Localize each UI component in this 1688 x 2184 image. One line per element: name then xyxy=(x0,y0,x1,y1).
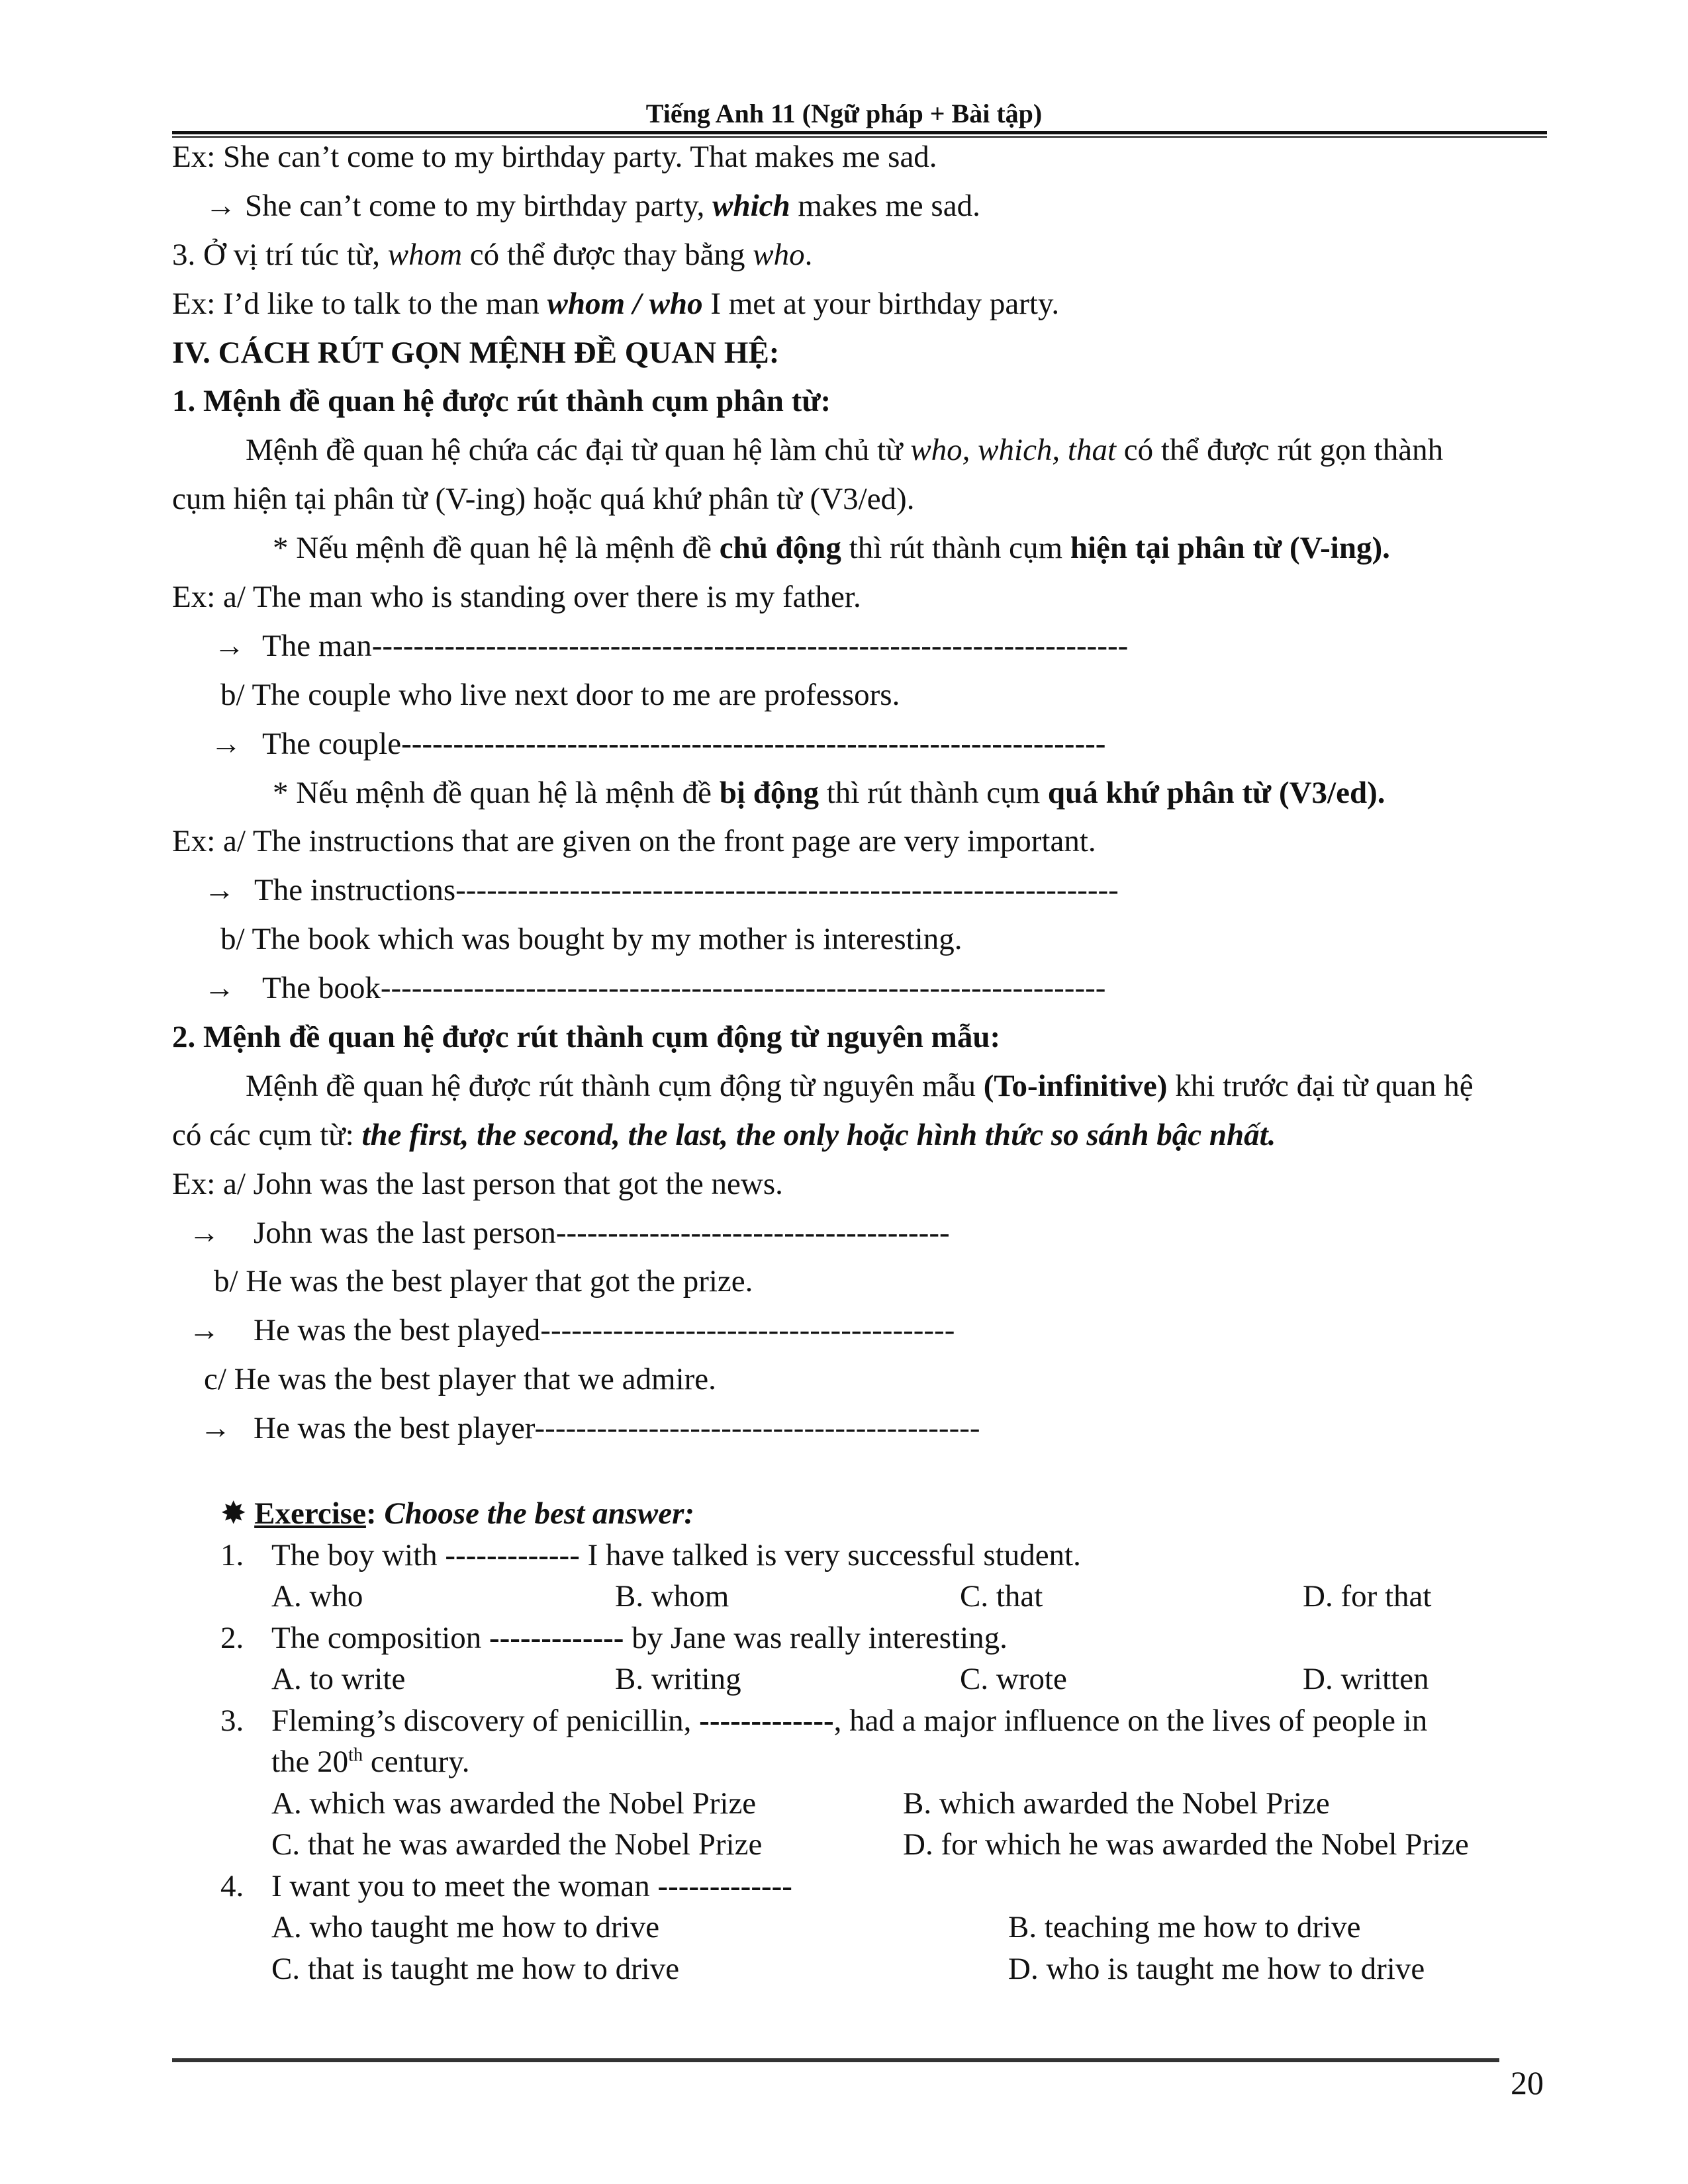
emphasis: which xyxy=(712,188,790,223)
text: có các cụm từ: xyxy=(172,1117,362,1152)
emphasis: hiện tại phân từ (V-ing). xyxy=(1070,531,1390,566)
running-header: Tiếng Anh 11 (Ngữ pháp + Bài tập) xyxy=(645,99,1043,128)
question-text: Fleming’s discovery of penicillin, xyxy=(271,1703,700,1738)
arrow-icon: → xyxy=(214,628,245,663)
question-text: I have talked is very successful student. xyxy=(579,1537,1081,1572)
emphasis: quá khứ phân từ (V3/ed). xyxy=(1047,775,1385,810)
text: cụm hiện tại phân từ (V-ing) hoặc quá khứ phân từ (V3/ed). xyxy=(172,482,915,517)
emphasis: whom / who xyxy=(547,286,703,321)
section-heading: IV. CÁCH RÚT GỌN MỆNH ĐỀ QUAN HỆ: xyxy=(172,335,780,370)
grammar-section xyxy=(172,133,1549,1453)
text-line xyxy=(172,720,1549,769)
text: She can’t come to my birthday party, xyxy=(245,188,713,223)
emphasis: chủ động xyxy=(719,531,841,566)
subsection-heading: 2. Mệnh đề quan hệ được rút thành cụm động từ nguyên mẫu: xyxy=(172,1020,1001,1055)
arrow-icon: → xyxy=(200,1411,231,1446)
question-text: by Jane was really interesting. xyxy=(624,1620,1008,1655)
option-d[interactable]: D. who is taught me how to drive xyxy=(1008,1951,1425,1986)
example-text: b/ The book which was bought by my mother is interesting. xyxy=(220,922,962,957)
question-number: 2. xyxy=(220,1620,244,1655)
colon: : xyxy=(365,1496,377,1531)
option-c[interactable]: C. that he was awarded the Nobel Prize xyxy=(271,1827,763,1862)
emphasis: (To-infinitive) xyxy=(983,1068,1168,1103)
text-line xyxy=(172,182,1549,231)
options-row xyxy=(172,1948,1549,1990)
option-d[interactable]: D. for which he was awarded the Nobel Prize xyxy=(903,1827,1469,1862)
question-text: The boy with xyxy=(271,1537,445,1572)
text-line xyxy=(172,1257,1549,1306)
text-line xyxy=(172,1160,1549,1209)
text-line xyxy=(172,133,1549,182)
text: khi trước đại từ quan hệ xyxy=(1167,1068,1474,1103)
text-line xyxy=(172,1111,1549,1160)
options-row xyxy=(172,1783,1549,1825)
question-1 xyxy=(172,1535,1549,1576)
text: * Nếu mệnh đề quan hệ là mệnh đề xyxy=(273,775,720,810)
blank: ------------- xyxy=(445,1537,580,1572)
answer-blank: The instructions---------------------------------------------------------------- xyxy=(254,873,1119,908)
option-b[interactable]: B. whom xyxy=(615,1579,729,1614)
option-b[interactable]: B. which awarded the Nobel Prize xyxy=(903,1786,1330,1821)
example-text: Ex: She can’t come to my birthday party. That makes me sad. xyxy=(172,140,937,174)
option-d[interactable]: D. for that xyxy=(1303,1579,1432,1614)
question-2 xyxy=(172,1617,1549,1659)
question-text: I want you to meet the woman xyxy=(271,1868,658,1903)
answer-blank: He was the best played---------------------------------------- xyxy=(254,1313,955,1348)
text-line xyxy=(172,377,1549,426)
star-icon: ✸ xyxy=(220,1496,247,1531)
text: * Nếu mệnh đề quan hệ là mệnh đề xyxy=(273,531,720,566)
text: thì rút thành cụm xyxy=(819,775,1048,810)
arrow-icon: → xyxy=(204,971,235,1006)
text-line xyxy=(172,426,1549,475)
exercise-instruction: Choose the best answer: xyxy=(376,1496,695,1531)
question-text: The composition xyxy=(271,1620,489,1655)
answer-blank: John was the last person-------------------------------------- xyxy=(254,1215,950,1250)
text-line xyxy=(172,475,1549,524)
option-a[interactable]: A. which was awarded the Nobel Prize xyxy=(271,1786,757,1821)
page-number: 20 xyxy=(1511,2064,1544,2101)
emphasis: who xyxy=(753,237,805,272)
text-line xyxy=(172,1062,1549,1111)
example-text: c/ He was the best player that we admire. xyxy=(204,1362,716,1397)
text-line xyxy=(172,1355,1549,1404)
example-text: b/ The couple who live next door to me are professors. xyxy=(220,677,900,712)
text-line xyxy=(172,964,1549,1013)
text-line xyxy=(172,1013,1549,1062)
option-a[interactable]: A. who xyxy=(271,1579,363,1614)
text-line xyxy=(172,573,1549,622)
question-3-continued xyxy=(172,1741,1549,1783)
text: Mệnh đề quan hệ được rút thành cụm động từ nguyên mẫu xyxy=(246,1068,984,1103)
arrow-icon: → xyxy=(211,726,242,761)
example-text: b/ He was the best player that got the prize. xyxy=(214,1264,753,1299)
answer-blank: The couple-------------------------------------------------------------------- xyxy=(262,726,1106,761)
text: makes me sad. xyxy=(790,188,980,223)
text: Ex: I’d like to talk to the man xyxy=(172,286,547,321)
text-line xyxy=(172,1404,1549,1453)
text: thì rút thành cụm xyxy=(841,531,1070,566)
example-text: Ex: a/ The instructions that are given on the front page are very important. xyxy=(172,824,1096,859)
question-text: century. xyxy=(363,1745,470,1779)
blank: ------------- xyxy=(489,1620,624,1655)
text-line xyxy=(172,622,1549,671)
emphasis: the first, the second, the last, the only hoặc hình thức so sánh bậc nhất. xyxy=(361,1117,1276,1152)
option-a[interactable]: A. to write xyxy=(271,1662,406,1696)
text-line xyxy=(172,231,1549,280)
subsection-heading: 1. Mệnh đề quan hệ được rút thành cụm phân từ: xyxy=(172,384,831,419)
options-row xyxy=(172,1659,1549,1700)
option-b[interactable]: B. writing xyxy=(615,1662,741,1696)
text-line xyxy=(172,769,1549,818)
question-text: the 20 xyxy=(271,1745,349,1779)
question-4 xyxy=(172,1866,1549,1907)
emphasis: who, which, that xyxy=(910,433,1117,468)
option-a[interactable]: A. who taught me how to drive xyxy=(271,1910,660,1944)
question-number: 4. xyxy=(220,1868,244,1903)
emphasis: bị động xyxy=(719,775,819,810)
text-line xyxy=(172,1306,1549,1355)
question-number: 1. xyxy=(220,1537,244,1572)
question-3 xyxy=(172,1700,1549,1742)
arrow-icon: → xyxy=(189,1313,220,1348)
option-c[interactable]: C. wrote xyxy=(960,1662,1067,1696)
blank: ------------- xyxy=(699,1703,834,1738)
text: . xyxy=(804,237,813,272)
text-line xyxy=(172,817,1549,866)
question-number: 3. xyxy=(220,1703,244,1738)
option-d[interactable]: D. written xyxy=(1303,1662,1429,1696)
options-row xyxy=(172,1907,1549,1948)
question-text: , had a major influence on the lives of people in xyxy=(833,1703,1428,1738)
options-row xyxy=(172,1824,1549,1866)
option-c[interactable]: C. that xyxy=(960,1579,1043,1614)
superscript: th xyxy=(348,1745,363,1766)
arrow-icon: → xyxy=(205,188,236,223)
example-text: Ex: a/ The man who is standing over there is my father. xyxy=(172,580,861,615)
emphasis: whom xyxy=(387,237,463,272)
text: có thể được thay bằng xyxy=(462,237,753,272)
option-b[interactable]: B. teaching me how to drive xyxy=(1008,1910,1361,1944)
example-text: Ex: a/ John was the last person that got the news. xyxy=(172,1166,783,1201)
text: I met at your birthday party. xyxy=(702,286,1060,321)
text-line xyxy=(172,671,1549,720)
answer-blank: He was the best player------------------------------------------- xyxy=(254,1411,980,1446)
text-line xyxy=(172,329,1549,378)
text: Mệnh đề quan hệ chứa các đại từ quan hệ làm chủ từ xyxy=(246,433,911,468)
text: có thể được rút gọn thành xyxy=(1116,433,1444,468)
option-c[interactable]: C. that is taught me how to drive xyxy=(271,1951,680,1986)
answer-blank: The man------------------------------------------------------------------------- xyxy=(262,628,1129,663)
exercise-label: Exercise xyxy=(254,1496,366,1531)
exercise-heading xyxy=(172,1493,1549,1535)
arrow-icon: → xyxy=(189,1215,220,1250)
answer-blank: The book---------------------------------------------------------------------- xyxy=(262,971,1106,1006)
text: 3. Ở vị trí túc từ, xyxy=(172,237,388,272)
text-line xyxy=(172,866,1549,915)
footer-rule xyxy=(172,2058,1499,2062)
blank: ------------- xyxy=(657,1868,792,1903)
text-line xyxy=(172,1209,1549,1258)
exercise-section xyxy=(172,1493,1549,1989)
text-line xyxy=(172,915,1549,964)
text-line xyxy=(172,280,1549,329)
text-line xyxy=(172,524,1549,573)
arrow-icon: → xyxy=(204,873,235,908)
options-row xyxy=(172,1576,1549,1617)
